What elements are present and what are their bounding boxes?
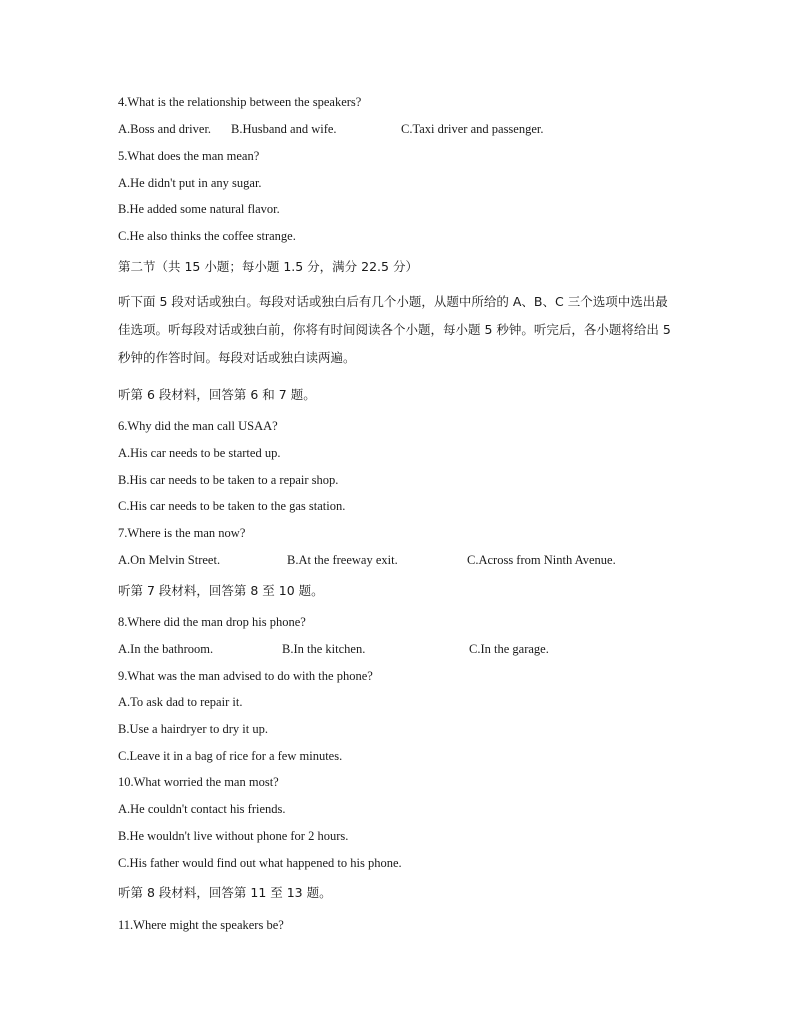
option-b: B.In the kitchen. [282,642,366,656]
question-7: 7.Where is the man now? [118,526,246,540]
option-a: A.Boss and driver. [118,122,212,136]
option-c: C.In the garage. [469,642,549,656]
option-a: A.To ask dad to repair it. [118,695,243,709]
option-b: B.At the freeway exit. [287,553,398,567]
option-c: C.His car needs to be taken to the gas station. [118,499,346,513]
option-a: A.He couldn't contact his friends. [118,802,286,816]
question-10: 10.What worried the man most? [118,775,279,789]
question-9: 9.What was the man advised to do with the phone? [118,669,373,683]
option-c: C.He also thinks the coffee strange. [118,229,296,243]
option-c: C.Across from Ninth Avenue. [467,553,616,567]
section-heading: 第二节（共 15 小题；每小题 1.5 分，满分 22.5 分） [118,259,418,274]
option-c: C.Taxi driver and passenger. [401,122,544,136]
option-b: B.He added some natural flavor. [118,202,280,216]
option-a: A.His car needs to be started up. [118,446,281,460]
option-c: C.Leave it in a bag of rice for a few minutes. [118,749,343,763]
option-b: B.He wouldn't live without phone for 2 hours. [118,829,349,843]
question-5: 5.What does the man mean? [118,149,260,163]
material-7-heading: 听第 7 段材料，回答第 8 至 10 题。 [118,583,324,598]
option-a: A.He didn't put in any sugar. [118,176,262,190]
option-c: C.His father would find out what happened to his phone. [118,856,402,870]
question-4: 4.What is the relationship between the speakers? [118,95,362,109]
material-8-heading: 听第 8 段材料，回答第 11 至 13 题。 [118,885,332,900]
option-b: B.Husband and wife. [231,122,337,136]
question-8: 8.Where did the man drop his phone? [118,615,306,629]
material-6-heading: 听第 6 段材料，回答第 6 和 7 题。 [118,387,316,402]
question-11: 11.Where might the speakers be? [118,918,284,932]
option-b: B.His car needs to be taken to a repair shop. [118,473,339,487]
option-a: A.On Melvin Street. [118,553,221,567]
option-a: A.In the bathroom. [118,642,214,656]
question-6: 6.Why did the man call USAA? [118,419,278,433]
option-b: B.Use a hairdryer to dry it up. [118,722,268,736]
section-instructions: 听下面 5 段对话或独白。每段对话或独白后有几个小题，从题中所给的 A、B、C 三个选项中选出最佳选项。听每段对话或独白前，你将有时间阅读各个小题，每小题 5 秒钟。听完后，各小题将给出 5 秒钟的作答时间。每段对话或独白读两遍。 [118,294,671,365]
